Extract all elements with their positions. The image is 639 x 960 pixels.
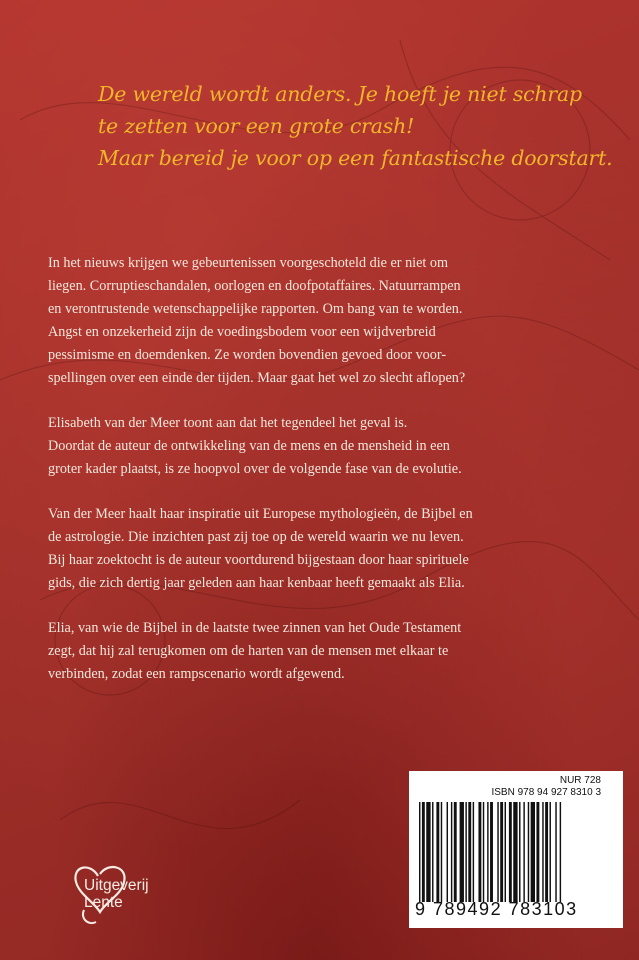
barcode-bars-icon (417, 802, 615, 902)
text-line: zegt, dat hij zal terugkomen om de harten van de mensen met elkaar te (48, 643, 449, 659)
text-line: groter kader plaatst, is ze hoopvol over de volgende fase van de evolutie. (48, 461, 462, 477)
paragraph (48, 503, 608, 595)
paragraph (48, 252, 608, 390)
text-line: Van der Meer haalt haar inspiratie uit Europese mythologieën, de Bijbel en (48, 506, 473, 522)
publisher-name-line1: Uitgeverij (84, 877, 149, 894)
text-line: In het nieuws krijgen we gebeurtenissen voorgeschoteld die er niet om (48, 255, 449, 271)
barcode-panel (409, 771, 623, 928)
text-line: Elia, van wie de Bijbel in de laatste twee zinnen van het Oude Testament (48, 620, 462, 636)
blurb (48, 252, 608, 708)
nur-code: NUR 728 (559, 775, 601, 786)
text-line: pessimisme en doemdenken. Ze worden bovendien gevoed door voor- (48, 347, 447, 363)
tagline-line: te zetten voor een grote crash! (98, 114, 415, 138)
text-line: gids, die zich dertig jaar geleden aan haar kenbaar heeft gemaakt als Elia. (48, 575, 465, 591)
tagline (98, 78, 618, 174)
text-line: de astrologie. Die inzichten past zij toe op de wereld waarin we nu leven. (48, 529, 464, 545)
paragraph (48, 412, 608, 481)
text-line: spellingen over een einde der tijden. Maar gaat het wel zo slecht aflopen? (48, 370, 466, 386)
barcode-digits: 9 789492 783103 (415, 899, 578, 919)
tagline-line: Maar bereid je voor op een fantastische doorstart. (98, 146, 613, 170)
isbn-number: ISBN 978 94 927 8310 3 (491, 787, 601, 798)
paragraph (48, 617, 608, 686)
text-line: en verontrustende wetenschappelijke rapporten. Om bang van te worden. (48, 301, 463, 317)
publisher-name-line2: Lente (84, 894, 123, 911)
tagline-line: De wereld wordt anders. Je hoeft je niet schrap (98, 82, 582, 106)
publisher-name (84, 877, 149, 911)
text-line: Angst en onzekerheid zijn de voedingsbodem voor een wijdverbreid (48, 324, 436, 340)
text-line: verbinden, zodat een rampscenario wordt afgewend. (48, 666, 345, 682)
text-line: liegen. Corruptieschandalen, oorlogen en doofpotaffaires. Natuurrampen (48, 278, 461, 294)
text-line: Bij haar zoektocht is de auteur voortdurend bijgestaan door haar spirituele (48, 552, 469, 568)
text-line: Doordat de auteur de ontwikkeling van de mens en de mensheid in een (48, 438, 450, 454)
text-line: Elisabeth van der Meer toont aan dat het tegendeel het geval is. (48, 415, 408, 431)
